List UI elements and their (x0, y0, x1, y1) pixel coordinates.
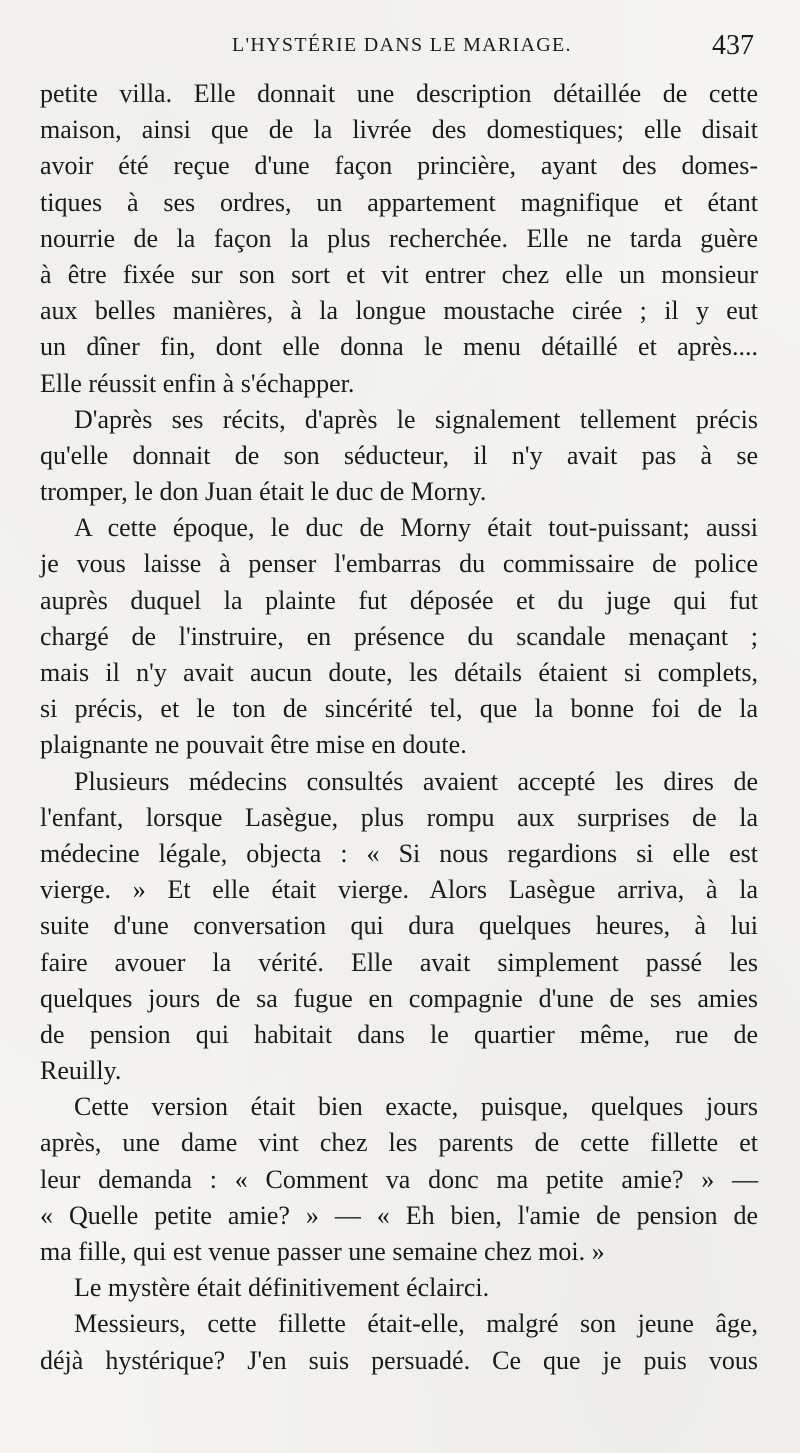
text-line: A cette époque, le duc de Morny était tout-puissant; aussi (74, 513, 758, 543)
text-line: Reuilly. (40, 1056, 122, 1086)
text-line: après, une dame vint chez les parents de cette fillette et (40, 1128, 758, 1158)
text-line: tromper, le don Juan était le duc de Morny. (40, 477, 487, 507)
text-line: si précis, et le ton de sincérité tel, que la bonne foi de la (40, 694, 758, 724)
text-line: ma fille, qui est venue passer une semaine chez moi. » (40, 1237, 605, 1266)
text-line: avoir été reçue d'une façon princière, ayant des domes- (40, 151, 758, 181)
running-title: L'HYSTÉRIE DANS LE MARIAGE. (232, 34, 572, 56)
text-line: suite d'une conversation qui dura quelques heures, à lui (40, 911, 758, 941)
running-head (0, 30, 800, 64)
text-line: leur demanda : « Comment va donc ma petite amie? » — (40, 1164, 758, 1194)
text-line: à être fixée sur son sort et vit entrer chez elle un monsieur (40, 259, 758, 289)
text-line: petite villa. Elle donnait une description détaillée de cette (40, 79, 758, 108)
text-line: de pension qui habitait dans le quartier même, rue de (40, 1019, 758, 1049)
page-number: 437 (712, 30, 754, 61)
text-line: Elle réussit enfin à s'échapper. (40, 368, 355, 398)
text-line: maison, ainsi que de la livrée des domestiques; elle disait (40, 115, 758, 145)
text-line: Plusieurs médecins consultés avaient accepté les dires de (74, 766, 758, 796)
text-line: vierge. » Et elle était vierge. Alors Lasègue arriva, à la (40, 875, 758, 905)
text-line: Le mystère était définitivement éclairci. (74, 1273, 490, 1303)
text-line: un dîner fin, dont elle donna le menu détaillé et après.... (40, 332, 758, 362)
text-line: « Quelle petite amie? » — « Eh bien, l'amie de pension de (40, 1200, 758, 1230)
text-line: médecine légale, objecta : « Si nous regardions si elle est (40, 838, 758, 868)
text-line: nourrie de la façon la plus recherchée. Elle ne tarda guère (40, 223, 758, 253)
text-line: quelques jours de sa fugue en compagnie d'une de ses amies (40, 983, 758, 1013)
text-line: chargé de l'instruire, en présence du scandale menaçant ; (40, 621, 758, 651)
text-line: D'après ses récits, d'après le signalement tellement précis (74, 404, 758, 434)
text-line: aux belles manières, à la longue moustache cirée ; il y eut (40, 296, 758, 326)
text-line: plaignante ne pouvait être mise en doute. (40, 730, 467, 760)
body-text (40, 76, 758, 1379)
text-line: auprès duquel la plainte fut déposée et du juge qui fut (40, 585, 758, 615)
text-line: Cette version était bien exacte, puisque, quelques jours (74, 1092, 758, 1122)
text-line: faire avouer la vérité. Elle avait simplement passé les (40, 947, 758, 977)
text-line: l'enfant, lorsque Lasègue, plus rompu aux surprises de la (40, 802, 758, 832)
text-line: déjà hystérique? J'en suis persuadé. Ce que je puis vous (40, 1345, 758, 1375)
text-line: je vous laisse à penser l'embarras du commissaire de police (40, 549, 758, 579)
text-line: mais il n'y avait aucun doute, les détails étaient si complets, (40, 658, 758, 687)
text-line: Messieurs, cette fillette était-elle, malgré son jeune âge, (74, 1309, 758, 1339)
text-line: tiques à ses ordres, un appartement magnifique et étant (40, 187, 758, 217)
text-line: qu'elle donnait de son séducteur, il n'y avait pas à se (40, 440, 758, 470)
